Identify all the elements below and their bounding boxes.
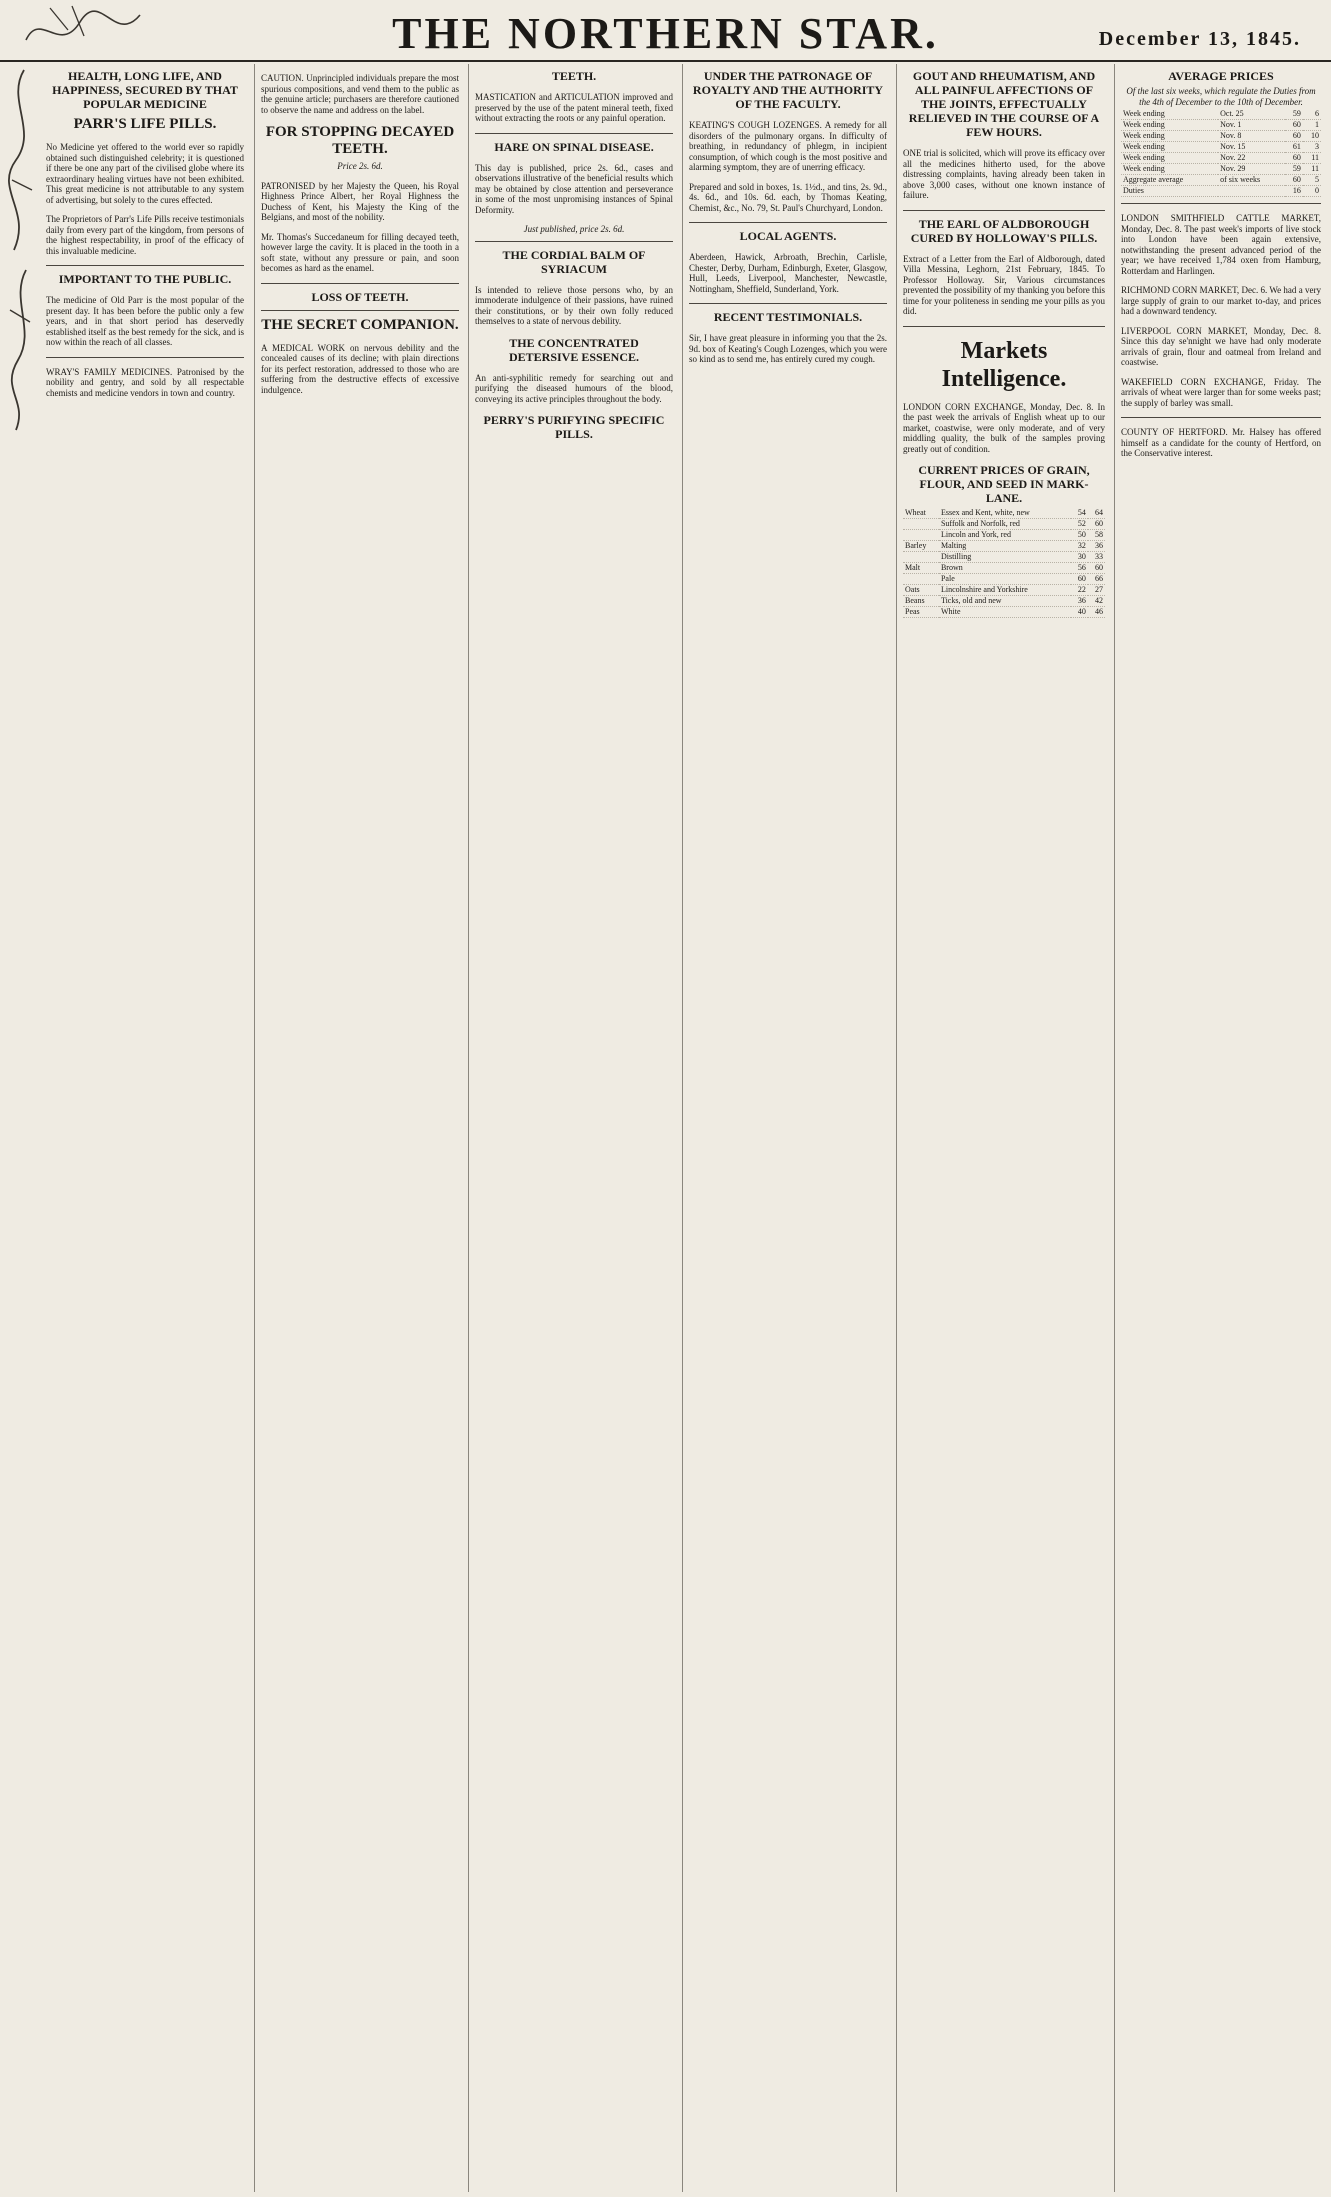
table-cell: Week ending [1121,164,1218,175]
headline: AVERAGE PRICES [1168,69,1274,83]
divider [689,222,887,223]
table-row [903,519,1105,530]
table-cell: 52 [1071,519,1088,530]
article-text: ONE trial is solicited, which will prove its efficacy over all the medicines hitherto used, for the above distressing complaints, having already been taken in above 3,000 cases, without one known instance of failure. [903,148,1105,200]
table-row [903,552,1105,563]
table-row [903,585,1105,596]
article-text: RICHMOND CORN MARKET, Dec. 6. We had a very large supply of grain to our market to-day, and prices had a downward tendency. [1121,285,1321,316]
table-cell [903,574,939,585]
divider [261,310,459,311]
table-cell: Nov. 15 [1218,142,1285,153]
article-text: This day is published, price 2s. 6d., cases and observations illustrative of the beneficial results which may be obtained by close attention and perseverance in some of the most unpromising instances of Spinal Deformity. [475,162,673,215]
divider [903,210,1105,211]
headline: GOUT AND RHEUMATISM, AND ALL PAINFUL AFFECTIONS OF THE JOINTS, EFFECTUALLY RELIEVED IN THE COURSE OF A FEW HOURS. [908,69,1100,139]
table-cell: Beans [903,596,939,607]
table-cell: Suffolk and Norfolk, red [939,519,1071,530]
table-cell: Week ending [1121,131,1218,142]
article-text: Mr. Thomas's Succedaneum for filling decayed teeth, however large the cavity. It is placed in the tooth in a soft state, without any pressure or pain, and soon becomes as hard as the enamel. [261,231,459,273]
table-cell: of six weeks [1218,175,1285,186]
table-cell: 60 [1088,563,1105,574]
table-cell: 11 [1303,153,1321,164]
headline: THE SECRET COMPANION. [261,316,459,333]
table-row [1121,175,1321,186]
divider [46,357,244,358]
table-cell [903,519,939,530]
average-prices-table [1121,109,1321,197]
table-cell: 60 [1285,131,1303,142]
table-cell: Nov. 8 [1218,131,1285,142]
column-4 [682,64,893,2192]
subheading: Of the last six weeks, which regulate the Duties from the 4th of December to the 10th of December. [1126,86,1316,107]
table-cell: 0 [1303,186,1321,197]
column-3 [468,64,679,2192]
headline: LOCAL AGENTS. [739,229,837,243]
headline: PARR'S LIFE PILLS. [73,116,217,132]
table-cell: Malt [903,563,939,574]
divider [1121,417,1321,418]
table-cell: Week ending [1121,120,1218,131]
table-cell: 46 [1088,607,1105,618]
newspaper-title: THE NORTHERN STAR. [392,9,939,58]
table-cell: 27 [1088,585,1105,596]
table-cell: 30 [1071,552,1088,563]
table-cell: 58 [1088,530,1105,541]
divider [1121,203,1321,204]
article-text: An anti-syphilitic remedy for searching out and purifying the diseased humours of the blood, conveying its active principles throughout the body. [475,372,673,404]
table-cell: Oct. 25 [1218,109,1285,120]
table-cell: Peas [903,607,939,618]
table-row [903,607,1105,618]
headline: LOSS OF TEETH. [311,289,409,304]
table-row [1121,131,1321,142]
column-2 [254,64,465,2192]
table-cell: Lincoln and York, red [939,530,1071,541]
headline: TEETH. [551,69,597,83]
table-cell: 1 [1303,120,1321,131]
table-cell: 40 [1071,607,1088,618]
table-cell: Week ending [1121,142,1218,153]
table-cell: Duties [1121,186,1218,197]
issue-date: December 13, 1845. [1098,28,1301,50]
table-cell: 61 [1285,142,1303,153]
table-cell: 42 [1088,596,1105,607]
handwritten-margin-note [2,60,42,440]
column-6 [1114,64,1327,2192]
column-5 [896,64,1111,2192]
table-cell [903,530,939,541]
grain-price-table [903,508,1105,618]
article-text: The medicine of Old Parr is the most popular of the present day. It has been before the public only a few years, and in that short period has deservedly established itself as the best remedy for the sick, and is now within the reach of all classes. [46,295,244,347]
table-row [903,563,1105,574]
divider [903,326,1105,327]
table-cell: Lincolnshire and Yorkshire [939,585,1071,596]
headline: CURRENT PRICES OF GRAIN, FLOUR, AND SEED IN MARK-LANE. [918,463,1090,505]
table-cell: Wheat [903,508,939,519]
table-cell [1218,186,1285,197]
table-cell: 60 [1285,153,1303,164]
table-cell: Ticks, old and new [939,596,1071,607]
table-cell [903,552,939,563]
table-row [1121,109,1321,120]
table-cell: 60 [1088,519,1105,530]
column-1 [40,64,250,2192]
divider [261,283,459,284]
divider [46,265,244,266]
table-cell: Barley [903,541,939,552]
table-row [903,574,1105,585]
article-text: Aberdeen, Hawick, Arbroath, Brechin, Carlisle, Chester, Derby, Durham, Edinburgh, Exeter, Glasgow, Hull, Leeds, Liverpool, Manchester, Newcastle, Nottingham, Sheffield, Sunderland, York. [689,252,887,294]
table-row [1121,142,1321,153]
table-cell: Nov. 1 [1218,120,1285,131]
table-cell: Distilling [939,552,1071,563]
table-cell: Brown [939,563,1071,574]
columns [40,64,1326,2192]
headline: THE CORDIAL BALM OF SYRIACUM [502,247,646,276]
article-text: PATRONISED by her Majesty the Queen, his Royal Highness Prince Albert, her Royal Highness the Duchess of Kent, his Majesty the King of the Belgians, and most of the nobility. [261,180,459,222]
table-row [903,596,1105,607]
table-cell: Week ending [1121,109,1218,120]
table-cell: 16 [1285,186,1303,197]
table-row [903,530,1105,541]
masthead [0,0,1331,62]
headline: PERRY'S PURIFYING SPECIFIC PILLS. [483,413,665,441]
table-cell: 50 [1071,530,1088,541]
divider [475,241,673,242]
table-cell: 36 [1071,596,1088,607]
table-cell: 5 [1303,175,1321,186]
article-text: LIVERPOOL CORN MARKET, Monday, Dec. 8. Since this day se'nnight we have had only moderate arrivals of grain, flour and oatmeal from Ireland and coastwise. [1121,325,1321,367]
table-cell: 59 [1285,109,1303,120]
table-cell: Week ending [1121,153,1218,164]
markets-title: Markets Intelligence. [941,337,1067,392]
article-text: LONDON SMITHFIELD CATTLE MARKET, Monday, Dec. 8. The past week's imports of live stock into London have been again extensive, notwithstanding the present advanced period of the year; we have received 1,784 oxen from Hamburg, Rotterdam and Harlingen. [1121,213,1321,276]
article-text: Sir, I have great pleasure in informing you that the 2s. 9d. box of Keating's Cough Lozenges, which you were so kind as to send me, has entirely cured my cough. [689,333,887,364]
article-text: No Medicine yet offered to the world ever so rapidly obtained such distinguished celebrity; it is questioned if there be one any part of the civilised globe where its extraordinary healing virtues have not been exhibited. This great medicine is not attributable to any system of advertising, but solely to the cures effected. [46,142,244,205]
table-cell: 6 [1303,109,1321,120]
table-cell: Essex and Kent, white, new [939,508,1071,519]
table-cell: 22 [1071,585,1088,596]
table-cell: Oats [903,585,939,596]
article-text: COUNTY OF HERTFORD. Mr. Halsey has offered himself as a candidate for the county of Hertford, on the Conservative interest. [1121,427,1321,458]
headline: HEALTH, LONG LIFE, AND HAPPINESS, SECURED BY THAT POPULAR MEDICINE [52,69,238,111]
headline: IMPORTANT TO THE PUBLIC. [58,272,232,286]
headline: RECENT TESTIMONIALS. [713,310,863,324]
article-text: The Proprietors of Parr's Life Pills receive testimonials daily from every part of the kingdom, from persons of the highest respectability, in proof of the efficacy of this invaluable medicine. [46,214,244,256]
article-text: Extract of a Letter from the Earl of Aldborough, dated Villa Messina, Leghorn, 21st February, 1845. To Professor Holloway. Sir, Various circumstances prevented the possibility of my thanking you before this time for your politeness in sending me your pills as you did. [903,253,1105,316]
table-cell: 64 [1088,508,1105,519]
table-cell: 60 [1285,120,1303,131]
table-row [903,541,1105,552]
article-text: MASTICATION and ARTICULATION improved and preserved by the use of the patent mineral teeth, fixed without extracting the roots or any painful operation. [475,92,673,123]
table-cell: Aggregate average [1121,175,1218,186]
table-row [903,508,1105,519]
headline: THE CONCENTRATED DETERSIVE ESSENCE. [508,335,640,364]
article-text: KEATING'S COUGH LOZENGES. A remedy for all disorders of the pulmonary organs. In difficulty of breathing, in redundancy of phlegm, in incipient consumption, of which cough is the most positive and alarming symptom, they are of unerring efficacy. [689,120,887,172]
table-cell: 66 [1088,574,1105,585]
article-text: Prepared and sold in boxes, 1s. 1½d., and tins, 2s. 9d., 4s. 6d., and 10s. 6d. each, by Thomas Keating, Chemist, &c., No. 79, St. Paul's Churchyard, London. [689,181,887,213]
table-cell: 36 [1088,541,1105,552]
headline: FOR STOPPING DECAYED TEETH. [265,124,455,157]
table-cell: 60 [1285,175,1303,186]
table-cell: 59 [1285,164,1303,175]
price-line: Just published, price 2s. 6d. [523,224,625,234]
table-cell: 11 [1303,164,1321,175]
table-cell: Nov. 22 [1218,153,1285,164]
table-cell: 3 [1303,142,1321,153]
table-row [1121,120,1321,131]
article-text: WAKEFIELD CORN EXCHANGE, Friday. The arrivals of wheat were larger than for some weeks past; the supply of barley was small. [1121,376,1321,408]
headline: UNDER THE PATRONAGE OF ROYALTY AND THE AUTHORITY OF THE FACULTY. [692,69,884,111]
table-cell: 33 [1088,552,1105,563]
article-text: Is intended to relieve those persons who, by an immoderate indulgence of their passions, have ruined their constitutions, or by their own folly reduced themselves to a state of nervous debility. [475,284,673,326]
table-cell: 54 [1071,508,1088,519]
price-line: Price 2s. 6d. [337,161,383,171]
table-row [1121,153,1321,164]
table-cell: 56 [1071,563,1088,574]
table-cell: Malting [939,541,1071,552]
table-cell: Nov. 29 [1218,164,1285,175]
article-text: WRAY'S FAMILY MEDICINES. Patronised by the nobility and gentry, and sold by all respectable chemists and medicine vendors in town and country. [46,366,244,398]
table-row [1121,186,1321,197]
table-cell: 60 [1071,574,1088,585]
article-text: A MEDICAL WORK on nervous debility and the concealed causes of its decline; with plain directions for its perfect restoration, addressed to those who are suffering from the destructive effects of excessive indulgence. [261,342,459,395]
article-text: LONDON CORN EXCHANGE, Monday, Dec. 8. In the past week the arrivals of English wheat up to our market, coastwise, were only moderate, and of very middling quality, the bulk of the samples proving greatly out of condition. [903,401,1105,454]
table-row [1121,164,1321,175]
table-cell: 10 [1303,131,1321,142]
divider [689,303,887,304]
headline: HARE ON SPINAL DISEASE. [494,139,654,154]
headline: THE EARL OF ALDBOROUGH CURED BY HOLLOWAY'S PILLS. [910,216,1098,245]
table-cell: White [939,607,1071,618]
table-cell: Pale [939,574,1071,585]
divider [475,133,673,134]
article-text: CAUTION. Unprincipled individuals prepare the most spurious compositions, and vend them to the public as the genuine article; purchasers are therefore cautioned to observe the name and address on the label. [261,73,459,115]
table-cell: 32 [1071,541,1088,552]
